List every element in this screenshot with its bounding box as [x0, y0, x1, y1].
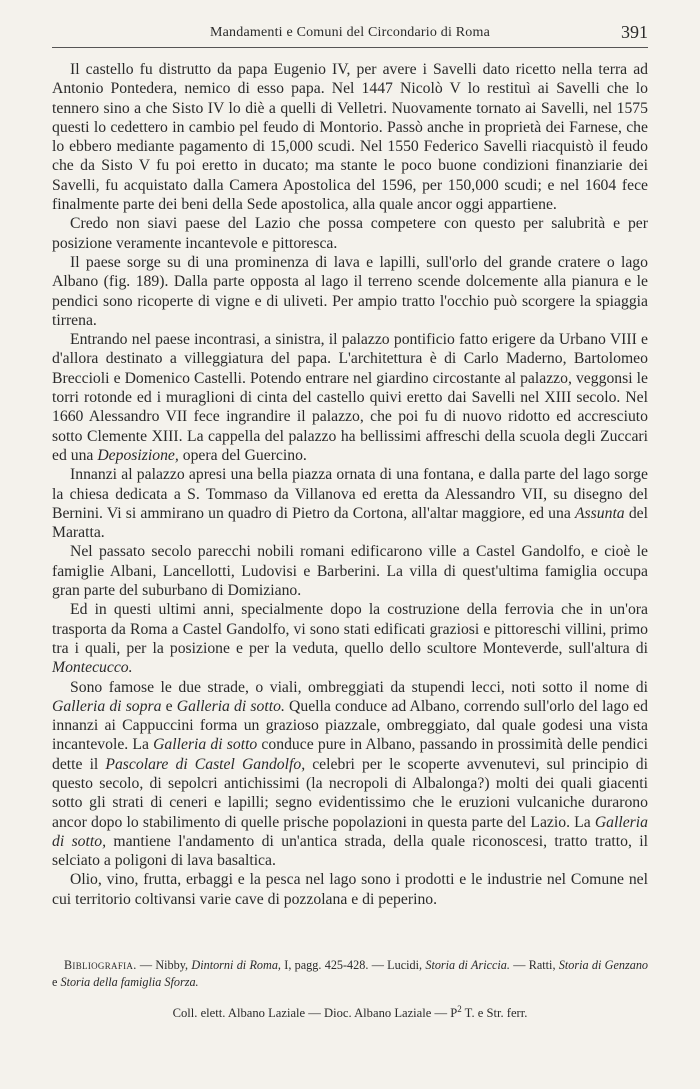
- paragraph-recent-villini: Ed in questi ultimi anni, specialmente dopo la costruzione della ferrovia che in un'ora trasporta da Roma a Castel Gandolfo, vi sono stati edificati graziosi e pittoreschi villini, primo tra i quali, per la posizione e per la veduta, quello dello scultore Monteverde, sull'altura di Montecucco.: [52, 601, 648, 677]
- paragraph-villas: Nel passato secolo parecchi nobili romani edificarono ville a Castel Gandolfo, e cioè le famiglie Albani, Lancellotti, Ludovisi e Barberini. La villa di quest'ultima famiglia occupa gran parte del suburbano di Domiziano.: [52, 543, 648, 600]
- bibliography: Bibliografia. — Nibby, Dintorni di Roma, I, pagg. 425-428. — Lucidi, Storia di Ariccia. — Ratti, Storia di Genzano e Storia della famiglia Sforza.: [52, 958, 649, 989]
- running-title: Mandamenti e Comuni del Circondario di Roma: [210, 25, 490, 40]
- paragraph-palace: Entrando nel paese incontrasi, a sinistra, il palazzo pontificio fatto erigere da Urbano VIII e d'allora destinato a villeggiatura del papa. L'architettura è di Carlo Maderno, Bartolomeo Breccioli e Domenico Castelli. Potendo entrare nel giardino circostante al palazzo, veggonsi le torri rotonde ed i muraglioni di cinta del castello quivi eretto dai Savelli nel XIII secolo. Nel 1660 Alessandro VII fece ingrandire il palazzo, che poi fu di nuovo ridotto ed accresciuto sotto Clemente XIII. La cappella del palazzo ha bellissimi affreschi della scuola degli Zuccari ed una Deposizione, opera del Guercino.: [52, 331, 648, 464]
- paragraph-piazza: Innanzi al palazzo apresi una bella piazza ornata di una fontana, e dalla parte del lago sorge la chiesa dedicata a S. Tommaso da Villanova ed eretta da Alessandro VII, su disegno del Bernini. Vi si ammirano un quadro di Pietro da Cortona, all'altar maggiore, ed una Assunta del Maratta.: [52, 466, 648, 542]
- paragraph-gallerie: Sono famose le due strade, o viali, ombreggiati da stupendi lecci, noti sotto il nome di Galleria di sopra e Galleria di sotto. Quella conduce ad Albano, correndo sull'orlo del lago ed innanzi ai Cappuccini forma un grazioso piazzale, ombreggiato, dal quale godesi una vista incantevole. La Galleria di sotto conduce pure in Albano, passando in prossimità delle pendici dette il Pascolare di Castel Gandolfo, celebri per le scoperte avvenutevi, sul principio di questo secolo, di sepolcri antichissimi (la necropoli di Albalonga?) molti dei quali giacenti sotto gli strati di ceneri e lapilli; segno evidentissimo che le eruzioni vulcaniche durarono ancor dopo lo stabilimento di quelle prische popolazioni in questa parte del Lazio. La Galleria di sotto, mantiene l'andamento di un'antica strada, della quale riconoscesi, tratto tratto, il selciato a poligoni di lava basaltica.: [52, 678, 648, 870]
- page-header: [52, 22, 648, 46]
- paragraph-salubrity: Credo non siavi paese del Lazio che possa competere con questo per salubrità e per posizione veramente incantevole e pittoresca.: [52, 215, 648, 252]
- body-text: [52, 60, 648, 909]
- bibliography-heading: Bibliografia.: [64, 958, 137, 972]
- paragraph-location: Il paese sorge su di una prominenza di lava e lapilli, sull'orlo del grande cratere o lago Albano (fig. 189). Dalla parte opposta al lago il terreno scende dolcemente alla pianura e le pendici sono ricoperte di vigne e di uliveti. Per ampio tratto l'occhio può scorgere la spiaggia tirrena.: [52, 253, 648, 329]
- paragraph-products: Olio, vino, frutta, erbaggi e la pesca nel lago sono i prodotti e le industrie nel Comune nel cui territorio coltivansi varie cave di pozzolana e di peperino.: [52, 871, 648, 908]
- header-rule: [52, 47, 648, 48]
- electoral-note: Coll. elett. Albano Laziale — Dioc. Albano Laziale — $P^2$ T. e Str. ferr.: [172, 1003, 528, 1020]
- page-number: 391: [621, 22, 648, 42]
- paragraph-castle-history: Il castello fu distrutto da papa Eugenio IV, per avere i Savelli dato ricetto nella terra ad Antonio Pontedera, nemico di esso papa. Nel 1447 Nicolò V lo restituì ai Savelli che lo tennero sino a che Sisto IV lo diè a quelli di Velletri. Nuovamente tornato ai Savelli, nel 1575 questi lo cedettero in cambio pel feudo di Montorio. Passò anche in proprietà dei Farnese, che lo ebbero mediante pagamento di 15,000 scudi. Nel 1550 Federico Savelli riacquistò il feudo che da Sisto V fu poi eretto in ducato; ma stante le poco buone condizioni finanziarie dei Savelli, fu acquistato dalla Camera Apostolica del 1596, per 150,000 scudi; e nel 1604 fece finalmente parte dei beni della Sede apostolica, alla quale ancor oggi appartiene.: [52, 61, 648, 214]
